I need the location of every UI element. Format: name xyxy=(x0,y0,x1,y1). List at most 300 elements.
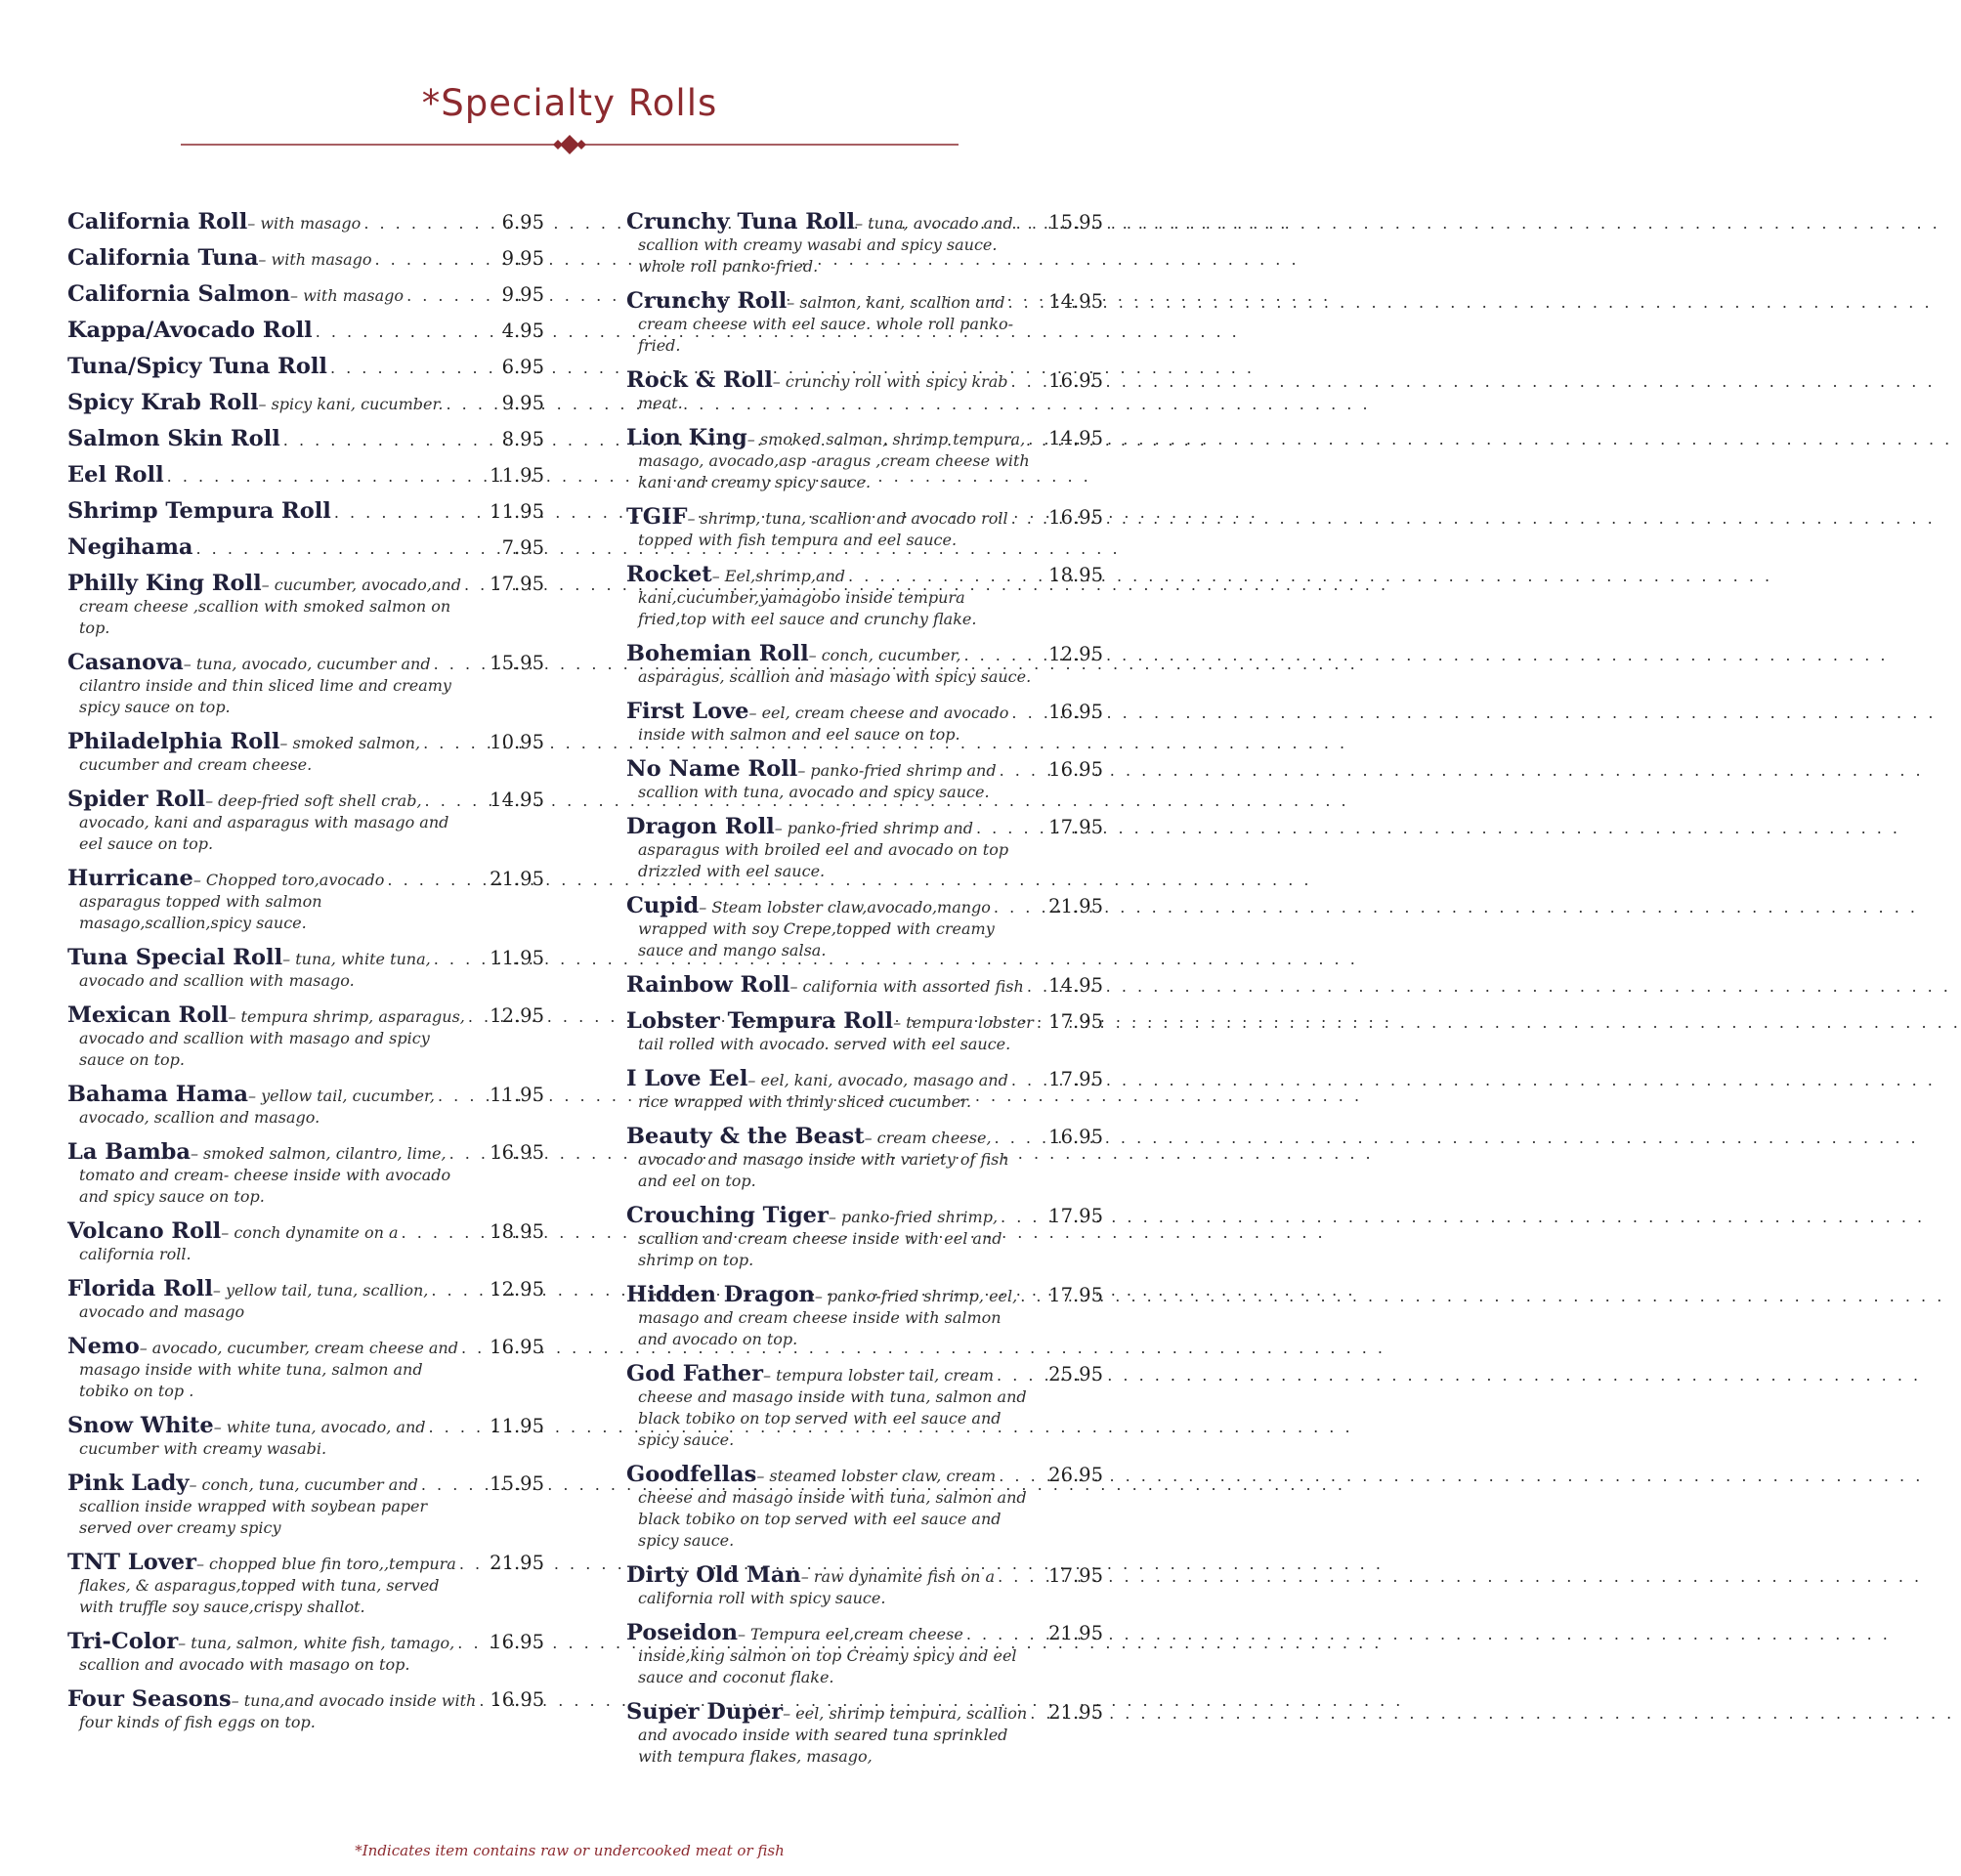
menu-item-name: Beauty & the Beast xyxy=(626,1124,865,1149)
dot-leader xyxy=(428,1418,487,1436)
menu-item-name: Crunchy Tuna Roll xyxy=(626,209,856,234)
menu-item xyxy=(626,562,1103,630)
menu-item-headline xyxy=(67,571,544,596)
menu-item xyxy=(67,390,544,415)
page-title: *Specialty Rolls xyxy=(421,82,718,124)
menu-item xyxy=(67,1334,544,1402)
menu-item-description-continued: flakes, & asparagus,topped with tuna, served with truffle soy sauce,crispy shallot. xyxy=(79,1576,440,1616)
menu-item xyxy=(626,814,1103,882)
menu-item-headline xyxy=(626,288,1103,314)
menu-item-headline xyxy=(626,1699,1103,1725)
menu-item-headline xyxy=(626,641,1103,666)
menu-item-price: 18.95 xyxy=(490,1220,544,1243)
menu-item-price: 17.95 xyxy=(1048,816,1103,838)
menu-item-name: California Tuna xyxy=(67,245,259,271)
menu-item-description: – smoked salmon, cilantro, lime, xyxy=(190,1144,447,1163)
menu-item-price: 14.95 xyxy=(1048,427,1103,449)
dot-leader xyxy=(1011,509,1046,528)
menu-item-price: 21.95 xyxy=(1048,895,1103,917)
menu-item-price: 11.95 xyxy=(490,500,544,523)
menu-item xyxy=(626,756,1103,803)
menu-item-description-continued: and avocado inside with seared tuna sprinkled with tempura flakes, masago, xyxy=(638,1726,1008,1766)
dot-leader xyxy=(464,576,487,594)
menu-item-price: 10.95 xyxy=(490,731,544,753)
dot-leader xyxy=(423,734,487,752)
menu-item-name: Tri-Color xyxy=(67,1629,179,1654)
menu-item-headline xyxy=(626,893,1103,918)
menu-item-price: 11.95 xyxy=(490,1415,544,1437)
menu-item-description-continued: masago inside with white tuna, salmon and tobiko on top . xyxy=(79,1360,423,1400)
dot-leader xyxy=(468,1007,487,1026)
menu-item-headline xyxy=(67,1139,544,1165)
menu-item xyxy=(67,787,544,855)
menu-item-name: Lobster Tempura Roll xyxy=(626,1008,894,1034)
menu-item-description: – Tempura eel,cream cheese xyxy=(737,1625,963,1643)
dot-leader xyxy=(421,1475,487,1494)
menu-item-description-continued: inside,king salmon on top Creamy spicy and eel sauce and coconut flake. xyxy=(638,1646,1017,1686)
menu-item-description-continued: avocado and scallion with masago and spicy sauce on top. xyxy=(79,1029,430,1069)
dot-leader xyxy=(196,539,499,558)
dot-leader xyxy=(457,1634,487,1652)
menu-item-name: Mexican Roll xyxy=(67,1002,229,1028)
menu-item-name: TNT Lover xyxy=(67,1550,196,1575)
menu-item xyxy=(626,699,1103,746)
menu-item xyxy=(626,641,1103,688)
dot-leader xyxy=(374,250,498,269)
menu-item-headline xyxy=(67,1082,544,1107)
menu-item-description: – tuna, white tuna, xyxy=(282,950,431,968)
menu-item-price: 18.95 xyxy=(1048,564,1103,586)
menu-item xyxy=(67,1276,544,1323)
title-divider xyxy=(181,134,959,155)
menu-item-price: 17.95 xyxy=(1048,1284,1103,1306)
menu-item-description: – salmon, kani, scallion and xyxy=(787,293,1005,312)
menu-item xyxy=(626,1462,1103,1552)
dot-leader xyxy=(449,1144,488,1163)
menu-item-price: 12.95 xyxy=(1048,643,1103,665)
dot-leader xyxy=(998,1567,1045,1586)
menu-item-price: 25.95 xyxy=(1048,1363,1103,1386)
menu-item-description: – eel, shrimp tempura, scallion xyxy=(783,1704,1028,1723)
menu-item-description: – yellow tail, cucumber, xyxy=(247,1087,435,1105)
menu-item-description: – Eel,shrimp,and xyxy=(711,567,846,585)
menu-item-headline xyxy=(67,1550,544,1575)
menu-item-name: Crouching Tiger xyxy=(626,1203,829,1228)
dot-leader xyxy=(434,950,487,968)
menu-item-description: – eel, cream cheese and avocado xyxy=(748,704,1009,722)
menu-item-headline xyxy=(67,462,544,488)
menu-item-description-continued: scallion and avocado with masago on top. xyxy=(79,1655,410,1674)
menu-item-headline xyxy=(67,318,544,343)
menu-item-description: – california with assorted fish xyxy=(789,977,1024,996)
menu-item-name: Tuna/Spicy Tuna Roll xyxy=(67,354,327,379)
menu-item xyxy=(626,1361,1103,1451)
dot-leader xyxy=(434,655,488,673)
menu-item-price: 17.95 xyxy=(1048,1068,1103,1090)
menu-item-headline xyxy=(626,972,1103,998)
menu-item-price: 16.95 xyxy=(1048,369,1103,392)
menu-item-headline xyxy=(67,787,544,812)
menu-item xyxy=(67,245,544,271)
menu-item-price: 16.95 xyxy=(490,1631,544,1653)
menu-item-name: No Name Roll xyxy=(626,756,798,782)
menu-item xyxy=(67,1139,544,1208)
menu-item-name: God Father xyxy=(626,1361,764,1386)
dot-leader xyxy=(966,1625,1045,1643)
menu-item-description: – deep-fried soft shell crab, xyxy=(205,791,422,810)
menu-item-name: Philly King Roll xyxy=(67,571,262,596)
menu-item-headline xyxy=(67,729,544,754)
dot-leader xyxy=(402,1223,488,1242)
menu-item-headline xyxy=(626,1361,1103,1386)
menu-item-price: 16.95 xyxy=(1048,506,1103,529)
menu-item-name: Super Duper xyxy=(626,1699,784,1725)
menu-item-name: Florida Roll xyxy=(67,1276,213,1301)
menu-item-name: Spicy Krab Roll xyxy=(67,390,259,415)
dot-leader xyxy=(425,791,488,810)
menu-item-description-continued: scallion with tuna, avocado and spicy sauce. xyxy=(638,783,990,801)
menu-item-headline xyxy=(626,562,1103,587)
dot-leader xyxy=(479,1691,487,1710)
menu-item-name: Kappa/Avocado Roll xyxy=(67,318,313,343)
menu-item-description: – eel, kani, avocado, masago and xyxy=(747,1071,1008,1089)
menu-item-description: – smoked salmon, xyxy=(279,734,421,752)
menu-item-name: Rainbow Roll xyxy=(626,972,790,998)
menu-item-name: Tuna Special Roll xyxy=(67,945,283,970)
menu-item-price: 15.95 xyxy=(490,652,544,674)
dot-leader xyxy=(438,1087,487,1105)
menu-item-description: – tuna, avocado and xyxy=(855,214,1013,233)
menu-item-price: 6.95 xyxy=(501,211,544,234)
menu-item-headline xyxy=(67,1218,544,1244)
menu-item xyxy=(67,209,544,234)
menu-item-name: Negihama xyxy=(67,534,193,560)
menu-item-headline xyxy=(626,1620,1103,1645)
menu-item-description: – conch, tuna, cucumber and xyxy=(189,1475,418,1494)
menu-item-description-continued: cream cheese ,scallion with smoked salmon on top. xyxy=(79,597,451,637)
menu-item-price: 16.95 xyxy=(1048,758,1103,781)
menu-item-description-continued: cucumber with creamy wasabi. xyxy=(79,1439,327,1458)
menu-item-headline xyxy=(67,498,544,524)
menu-item-description-continued: california roll. xyxy=(79,1245,192,1263)
menu-item xyxy=(67,571,544,639)
menu-item-name: California Roll xyxy=(67,209,248,234)
menu-item-name: Dragon Roll xyxy=(626,814,775,839)
menu-item xyxy=(67,281,544,307)
menu-item-description: – panko-fried shrimp, xyxy=(828,1208,999,1226)
menu-item-price: 16.95 xyxy=(490,1141,544,1164)
menu-item xyxy=(67,354,544,379)
menu-item-name: Bohemian Roll xyxy=(626,641,809,666)
menu-item-description-continued: masago, avocado,asp -aragus ,cream cheese with kani and creamy spicy sauce. xyxy=(638,451,1030,491)
menu-item-price: 4.95 xyxy=(501,320,544,342)
menu-item-headline xyxy=(626,814,1103,839)
menu-item xyxy=(626,1008,1103,1055)
menu-item-description: – avocado, cucumber, cream cheese and xyxy=(139,1339,458,1357)
menu-item-headline xyxy=(626,1203,1103,1228)
menu-item-headline xyxy=(626,1562,1103,1588)
menu-item-headline xyxy=(626,1124,1103,1149)
menu-item-name: Rocket xyxy=(626,562,712,587)
menu-item-price: 7.95 xyxy=(501,536,544,559)
menu-item-description-continued: cream cheese with eel sauce. whole roll panko-fried. xyxy=(638,315,1013,355)
menu-item-price: 11.95 xyxy=(490,947,544,969)
dot-leader xyxy=(1001,1208,1045,1226)
menu-item-description-continued: asparagus, scallion and masago with spicy sauce. xyxy=(638,667,1032,686)
dot-leader xyxy=(1030,1704,1045,1723)
menu-item-headline xyxy=(626,504,1103,530)
menu-item xyxy=(67,729,544,776)
menu-column-right xyxy=(626,209,1103,1778)
menu-item-description-continued: masago and cream cheese inside with salmon and avocado on top. xyxy=(638,1308,1002,1348)
dot-leader xyxy=(461,1339,487,1357)
menu-item-name: Philadelphia Roll xyxy=(67,729,280,754)
dot-leader xyxy=(995,1129,1046,1147)
dot-leader xyxy=(994,898,1045,917)
dot-leader xyxy=(1020,1287,1045,1305)
menu-item-description: – Chopped toro,avocado xyxy=(192,871,385,889)
dot-leader xyxy=(1011,1071,1045,1089)
menu-item-description-continued: kani,cucumber,yamagobo inside tempura fried,top with eel sauce and crunchy flake. xyxy=(638,588,977,628)
menu-item-headline xyxy=(67,1276,544,1301)
menu-item-price: 9.95 xyxy=(501,283,544,306)
menu-item xyxy=(626,1203,1103,1271)
dot-leader xyxy=(167,467,488,486)
menu-item-headline xyxy=(67,1334,544,1359)
menu-item-description: – crunchy roll with spicy krab xyxy=(772,372,1008,391)
menu-item-description-continued: tomato and cream- cheese inside with avocado and spicy sauce on top. xyxy=(79,1166,451,1206)
menu-item-headline xyxy=(67,650,544,675)
menu-item xyxy=(67,426,544,451)
menu-item xyxy=(626,1124,1103,1192)
menu-item-price: 21.95 xyxy=(1048,1701,1103,1724)
menu-item-description: – conch dynamite on a xyxy=(221,1223,399,1242)
menu-item-description: – yellow tail, tuna, scallion, xyxy=(212,1281,429,1300)
menu-item-price: 21.95 xyxy=(490,868,544,890)
menu-item-name: Spider Roll xyxy=(67,787,206,812)
menu-item-description-continued: cheese and masago inside with tuna, salmon and black tobiko on top served with eel sauce and spicy sauce. xyxy=(638,1488,1027,1550)
menu-item xyxy=(626,367,1103,414)
menu-item-description-continued: topped with fish tempura and eel sauce. xyxy=(638,531,958,549)
menu-item-price: 12.95 xyxy=(490,1004,544,1027)
menu-item-description: – with masago xyxy=(258,250,372,269)
menu-item-name: First Love xyxy=(626,699,749,724)
menu-item xyxy=(67,462,544,488)
dot-leader xyxy=(1011,704,1045,722)
menu-item-price: 21.95 xyxy=(490,1552,544,1574)
menu-item-description-continued: wrapped with soy Crepe,topped with creamy sauce and mango salsa. xyxy=(638,919,995,959)
dot-leader xyxy=(999,1467,1045,1485)
menu-item-description: – cucumber, avocado,and xyxy=(261,576,461,594)
menu-item xyxy=(626,288,1103,357)
menu-item-name: Shrimp Tempura Roll xyxy=(67,498,331,524)
menu-item-price: 17.95 xyxy=(1048,1010,1103,1033)
menu-item-description-continued: asparagus topped with salmon masago,scallion,spicy sauce. xyxy=(79,892,322,932)
dot-leader xyxy=(1007,293,1045,312)
menu-item xyxy=(67,650,544,718)
menu-item-name: California Salmon xyxy=(67,281,290,307)
dot-leader xyxy=(459,1555,487,1573)
menu-item-name: Nemo xyxy=(67,1334,140,1359)
menu-item-description-continued: tail rolled with avocado. served with eel sauce. xyxy=(638,1035,1011,1053)
dot-leader xyxy=(976,819,1045,837)
menu-item-description-continued: avocado, scallion and masago. xyxy=(79,1108,320,1127)
menu-item-headline xyxy=(626,756,1103,782)
menu-item xyxy=(67,1413,544,1460)
menu-item-price: 9.95 xyxy=(501,392,544,414)
menu-item-headline xyxy=(67,209,544,234)
menu-item xyxy=(67,1002,544,1071)
menu-item-name: Hurricane xyxy=(67,866,193,891)
dot-leader xyxy=(1011,372,1046,391)
menu-item-name: Goodfellas xyxy=(626,1462,757,1487)
menu-item xyxy=(626,972,1103,998)
dot-leader xyxy=(1000,761,1046,780)
dot-leader xyxy=(330,359,499,377)
menu-item-description-continued: four kinds of fish eggs on top. xyxy=(79,1713,316,1731)
menu-item-headline xyxy=(67,1686,544,1712)
menu-item-price: 14.95 xyxy=(1048,290,1103,313)
menu-item-name: Snow White xyxy=(67,1413,214,1438)
menu-item-price: 11.95 xyxy=(490,1084,544,1106)
menu-item xyxy=(626,1620,1103,1688)
menu-item-headline xyxy=(67,866,544,891)
menu-item-description: – white tuna, avocado, and xyxy=(213,1418,426,1436)
menu-item-description: – panko-fried shrimp, eel, xyxy=(814,1287,1018,1305)
menu-item-description: – conch, cucumber, xyxy=(808,646,961,664)
dot-leader xyxy=(1028,430,1045,448)
menu-item-name: Crunchy Roll xyxy=(626,288,788,314)
menu-item-headline xyxy=(67,354,544,379)
menu-item-description: – raw dynamite fish on a xyxy=(800,1567,996,1586)
menu-item-description-continued: scallion and cream cheese inside with eel and shrimp on top. xyxy=(638,1229,1002,1269)
menu-item-price: 14.95 xyxy=(1048,974,1103,997)
menu-item-description: – with masago xyxy=(290,286,405,305)
menu-item-headline xyxy=(67,534,544,560)
menu-item-name: Hidden Dragon xyxy=(626,1282,815,1307)
dot-leader xyxy=(334,503,487,522)
menu-item-description-continued: rice wrapped with thinly sliced cucumber. xyxy=(638,1092,972,1111)
menu-item-description-continued: cucumber and cream cheese. xyxy=(79,755,313,774)
menu-item-name: Pink Lady xyxy=(67,1471,190,1496)
menu-item xyxy=(67,1471,544,1539)
menu-item-description: – tempura lobster xyxy=(893,1013,1034,1032)
dot-leader xyxy=(997,1366,1045,1385)
menu-item-description: – panko-fried shrimp and xyxy=(797,761,997,780)
menu-item-price: 17.95 xyxy=(1048,1564,1103,1587)
menu-item-description-continued: cilantro inside and thin sliced lime and creamy spicy sauce on top. xyxy=(79,676,451,716)
menu-item xyxy=(67,1550,544,1618)
dot-leader xyxy=(1016,214,1046,233)
dot-leader xyxy=(1027,977,1045,996)
menu-item-headline xyxy=(67,1002,544,1028)
menu-item-name: TGIF xyxy=(626,504,688,530)
menu-item xyxy=(626,1282,1103,1350)
menu-item-headline xyxy=(626,1066,1103,1091)
menu-item-name: Dirty Old Man xyxy=(626,1562,801,1588)
menu-item-name: I Love Eel xyxy=(626,1066,748,1091)
menu-item-description: – cream cheese, xyxy=(864,1129,992,1147)
menu-item-description-continued: meat. xyxy=(638,394,683,412)
footnote: *Indicates item contains raw or undercooked meat or fish xyxy=(355,1842,785,1859)
menu-item xyxy=(67,866,544,934)
menu-item xyxy=(67,1686,544,1733)
menu-item-description: – panko-fried shrimp and xyxy=(774,819,973,837)
menu-item-name: La Bamba xyxy=(67,1139,191,1165)
menu-item-price: 17.95 xyxy=(490,573,544,595)
menu-item-description-continued: avocado and scallion with masago. xyxy=(79,971,355,990)
menu-item-name: Eel Roll xyxy=(67,462,164,488)
menu-item xyxy=(67,498,544,524)
menu-item-name: Lion King xyxy=(626,425,747,450)
menu-item-description-continued: scallion inside wrapped with soybean paper served over creamy spicy xyxy=(79,1497,428,1537)
menu-item-description: – steamed lobster claw, cream xyxy=(756,1467,997,1485)
menu-item-description: – smoked salmon, shrimp tempura, xyxy=(746,430,1026,448)
menu-item-headline xyxy=(626,1008,1103,1034)
menu-item-description-continued: avocado and masago xyxy=(79,1302,245,1321)
menu-item-price: 16.95 xyxy=(1048,701,1103,723)
menu-item xyxy=(626,425,1103,493)
menu-item-headline xyxy=(626,209,1103,234)
menu-item-headline xyxy=(67,281,544,307)
menu-item-description-continued: avocado and masago inside with variety of fish and eel on top. xyxy=(638,1150,1009,1190)
menu-item-headline xyxy=(626,367,1103,393)
menu-item-description-continued: scallion with creamy wasabi and spicy sauce. whole roll panko-fried. xyxy=(638,235,998,276)
menu-item-description: – Steam lobster claw,avocado,mango xyxy=(699,898,991,917)
menu-item xyxy=(67,1218,544,1265)
menu-item xyxy=(626,209,1103,277)
menu-item-headline xyxy=(67,426,544,451)
menu-item-price: 26.95 xyxy=(1048,1464,1103,1486)
dot-leader xyxy=(446,395,498,413)
menu-item-name: Rock & Roll xyxy=(626,367,773,393)
menu-item-description: – tempura shrimp, asparagus, xyxy=(228,1007,465,1026)
menu-item xyxy=(626,1562,1103,1609)
menu-item-description-continued: california roll with spicy sauce. xyxy=(638,1589,886,1607)
menu-item-name: Cupid xyxy=(626,893,700,918)
menu-item-headline xyxy=(626,1462,1103,1487)
menu-item-headline xyxy=(626,1282,1103,1307)
menu-item-name: Poseidon xyxy=(626,1620,738,1645)
menu-item-headline xyxy=(67,1471,544,1496)
dot-leader xyxy=(848,567,1045,585)
menu-item-headline xyxy=(67,390,544,415)
menu-item-headline xyxy=(67,945,544,970)
dot-leader xyxy=(363,214,498,233)
menu-item-name: Bahama Hama xyxy=(67,1082,248,1107)
menu-item-description: – tuna,and avocado inside with xyxy=(231,1691,477,1710)
menu-item-price: 15.95 xyxy=(490,1472,544,1495)
menu-item-headline xyxy=(67,245,544,271)
menu-item-description: – with masago xyxy=(247,214,362,233)
menu-item-description: – chopped blue fin toro,,tempura xyxy=(195,1555,456,1573)
menu-item-description: – tuna, salmon, white fish, tamago, xyxy=(178,1634,455,1652)
dot-leader xyxy=(1037,1013,1045,1032)
menu-item-price: 11.95 xyxy=(490,464,544,487)
menu-item-name: Four Seasons xyxy=(67,1686,232,1712)
menu-item xyxy=(626,504,1103,551)
menu-item-headline xyxy=(626,425,1103,450)
dot-leader xyxy=(316,322,499,341)
dot-leader xyxy=(431,1281,487,1300)
menu-item-description: – spicy kani, cucumber. xyxy=(258,395,444,413)
menu-item-name: Volcano Roll xyxy=(67,1218,222,1244)
menu-item-headline xyxy=(626,699,1103,724)
dot-leader xyxy=(387,871,487,889)
menu-item-price: 8.95 xyxy=(501,428,544,450)
menu-item-price: 6.95 xyxy=(501,356,544,378)
menu-item xyxy=(626,893,1103,961)
